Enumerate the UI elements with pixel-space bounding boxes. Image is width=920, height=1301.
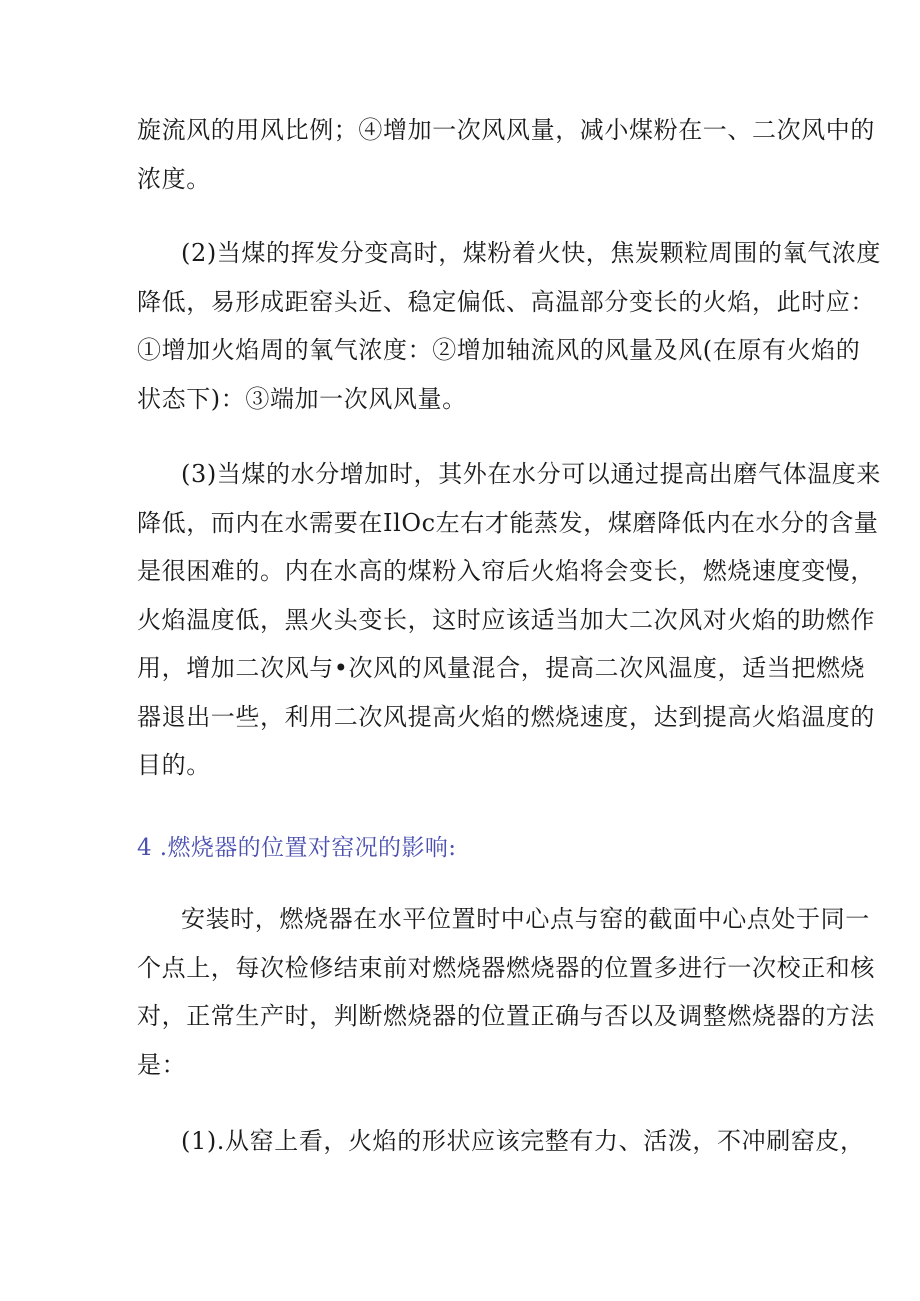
paragraph-line: 目的。	[137, 751, 211, 779]
paragraph-line: 降低，而内在水需要在IlOc左右才能蒸发，煤磨降低内在水分的含量	[137, 508, 879, 537]
paragraph-line: 火焰温度低，黑火头变长，这时应该适当加大二次风对火焰的助燃作	[137, 605, 875, 634]
paragraph-line: 降低，易形成距窑头近、稳定偏低、高温部分变长的火焰，此时应：	[137, 287, 875, 316]
paragraph-line: (3)当煤的水分增加时，其外在水分可以通过提高出磨气体温度来	[181, 460, 881, 488]
paragraph-line: 安装时，燃烧器在水平位置时中心点与窑的截面中心点处于同一	[181, 905, 870, 933]
paragraph-5	[137, 1117, 865, 1166]
paragraph-1	[137, 106, 875, 203]
paragraph-3	[137, 450, 881, 790]
paragraph-line: 是：	[137, 1050, 187, 1079]
paragraph-line: 用，增加二次风与•次风的风量混合，提高二次风温度，适当把燃烧	[137, 654, 866, 682]
paragraph-2	[137, 229, 881, 423]
paragraph-line: ①增加火焰周的氧气浓度：②增加轴流风的风量及风(在原有火焰的	[137, 336, 861, 364]
paragraph-line: 浓度。	[137, 164, 211, 193]
paragraph-line: 器退出一些，利用二次风提高火焰的燃烧速度，达到提高火焰温度的	[137, 702, 875, 731]
paragraph-4	[137, 895, 875, 1089]
paragraph-line: 是很困难的。内在水高的煤粉入帘后火焰将会变长，燃烧速度变慢，	[137, 557, 875, 585]
section-heading: 4 .燃烧器的位置对窑况的影响:	[137, 835, 457, 861]
paragraph-line: 旋流风的用风比例；④增加一次风风量，减小煤粉在一、二次风中的	[137, 116, 875, 144]
paragraph-line: 个点上，每次检修结束前对燃烧器燃烧器的位置多进行一次校正和核	[137, 953, 875, 982]
paragraph-line: 状态下)：③端加一次风风量。	[137, 384, 467, 413]
paragraph-line: (1).从窑上看，火焰的形状应该完整有力、活泼，不冲刷窑皮，	[181, 1127, 865, 1155]
paragraph-line: 对，正常生产时，判断燃烧器的位置正确与否以及调整燃烧器的方法	[137, 1002, 875, 1030]
paragraph-line: (2)当煤的挥发分变高时，煤粉着火快，焦炭颗粒周围的氧气浓度	[181, 239, 881, 267]
